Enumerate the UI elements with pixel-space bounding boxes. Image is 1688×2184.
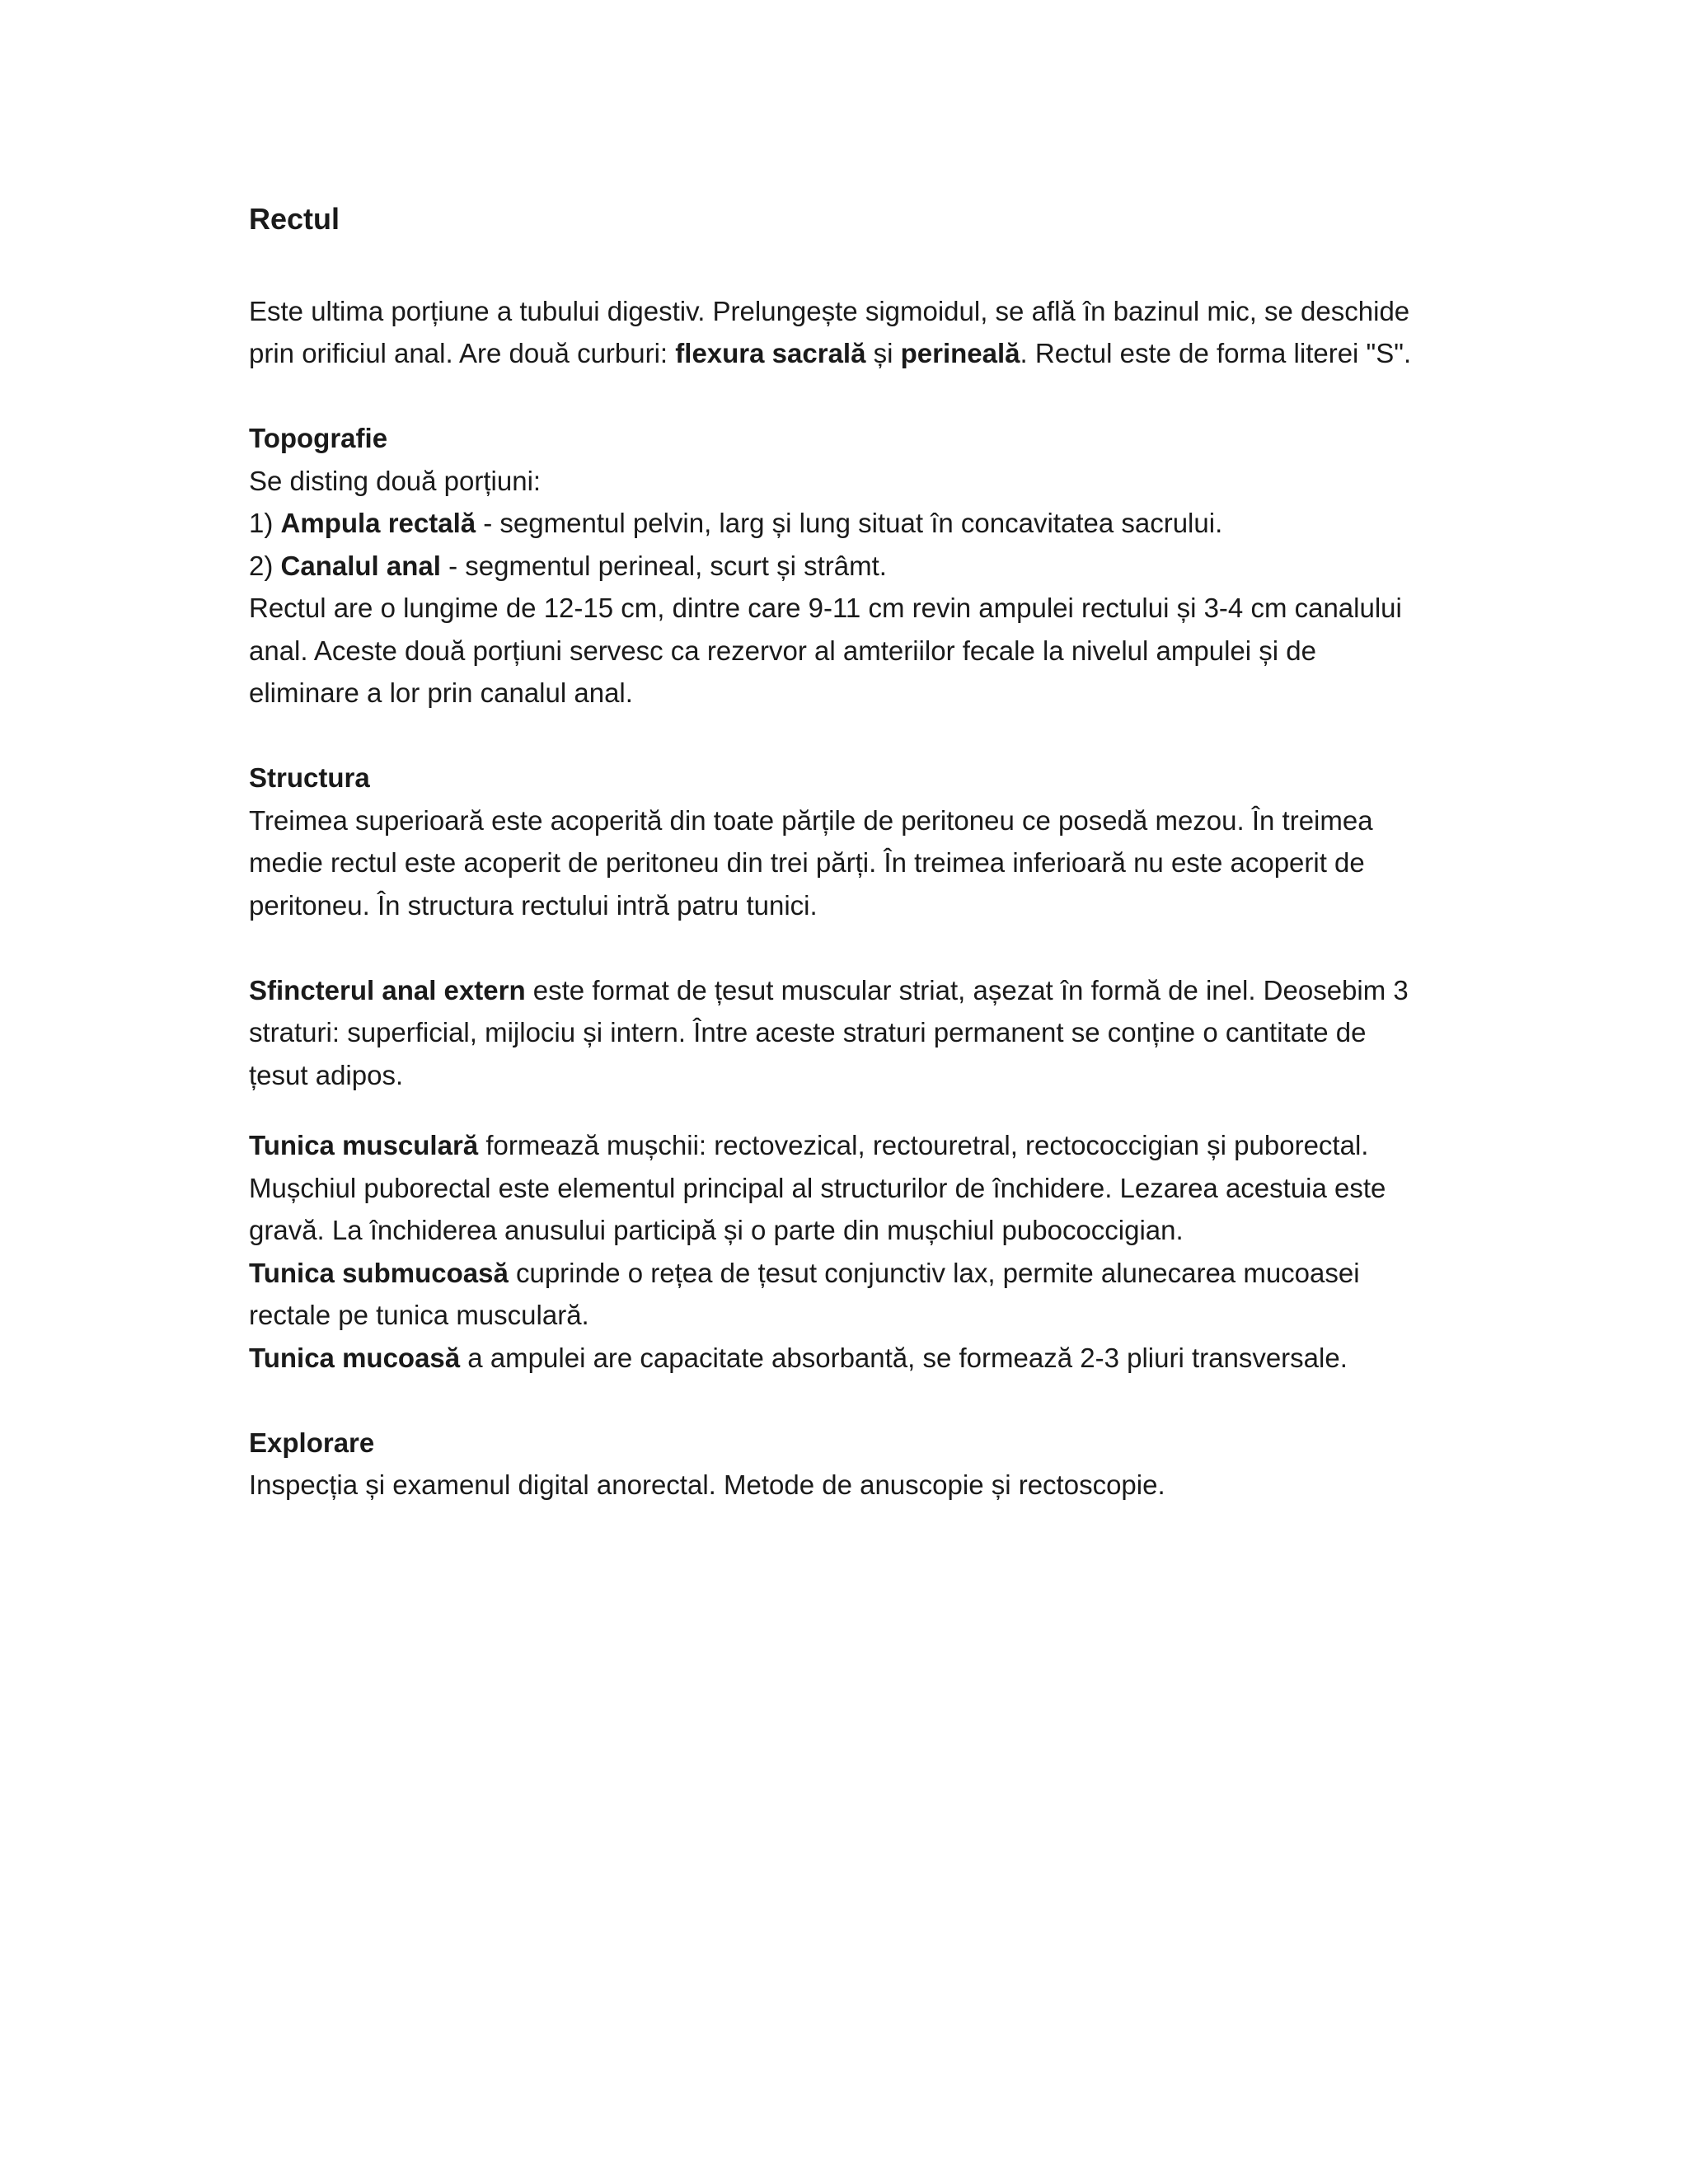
sfincter-text: este format de țesut muscular striat, așezat în formă de inel. Deosebim 3 — [525, 974, 1409, 1005]
intro-text: și — [865, 338, 901, 368]
structura-line-3: peritoneu. În structura rectului intră patru tunici. — [249, 889, 818, 921]
list-item-canal — [249, 545, 1461, 588]
list-text: - segmentul perineal, scurt și strâmt. — [440, 550, 887, 581]
structura-line-2: medie rectul este acoperit de peritoneu din trei părți. În treimea inferioară nu este acoperit de — [249, 847, 1365, 878]
intro-text: . Rectul este de forma literei "S". — [1020, 338, 1412, 368]
topografie-line-4: Rectul are o lungime de 12-15 cm, dintre care 9-11 cm revin ampulei rectului și 3-4 cm canalului — [249, 593, 1402, 623]
tunici-paragraph — [249, 1124, 1461, 1379]
section-heading-structura: Structura — [249, 762, 370, 793]
structura-line-1: Treimea superioară este acoperită din toate părțile de peritoneu ce posedă mezou. În treimea — [249, 804, 1373, 836]
topografie-section — [249, 417, 1461, 715]
section-heading-explorare: Explorare — [249, 1427, 375, 1458]
sfincter-paragraph — [249, 969, 1461, 1097]
document-body — [249, 191, 1461, 1549]
list-item-ampula — [249, 502, 1461, 545]
term-tunica-submucoasa: Tunica submucoasă — [249, 1257, 509, 1288]
document-title: Rectul — [249, 202, 340, 236]
term-perineala: perineală — [900, 338, 1020, 368]
explorare-line-1: Inspecția și examenul digital anorectal. Metode de anuscopie și rectoscopie. — [249, 1469, 1165, 1500]
explorare-section — [249, 1422, 1461, 1507]
tunica-text: formează mușchii: rectovezical, rectouretral, rectococcigian și puborectal. — [478, 1130, 1369, 1160]
tunica-submucoasa-line-1 — [249, 1252, 1461, 1295]
intro-paragraph — [249, 290, 1461, 375]
structura-section — [249, 757, 1461, 926]
term-tunica-musculara: Tunica musculară — [249, 1130, 479, 1160]
term-ampula-rectala: Ampula rectală — [280, 508, 476, 538]
sfincter-line-2: straturi: superficial, mijlociu și intern. Între aceste straturi permanent se conține o cantitate de — [249, 1017, 1367, 1047]
section-heading-topografie: Topografie — [249, 423, 388, 453]
list-number: 1) — [249, 508, 281, 538]
term-flexura-sacrala: flexura sacrală — [675, 338, 866, 368]
list-text: - segmentul pelvin, larg și lung situat în concavitatea sacrului. — [476, 508, 1223, 538]
term-tunica-mucoasa: Tunica mucoasă — [249, 1342, 461, 1373]
tunica-musculara-line-1 — [249, 1124, 1461, 1167]
tunica-text: cuprinde o rețea de țesut conjunctiv lax, permite alunecarea mucoasei — [508, 1257, 1360, 1288]
sfincter-line-1 — [249, 969, 1461, 1012]
tunica-mucoasa-line-1 — [249, 1337, 1461, 1380]
intro-text: prin orificiul anal. Are două curburi: — [249, 338, 676, 368]
sfincter-line-3: țesut adipos. — [249, 1059, 404, 1090]
intro-line-2 — [249, 332, 1461, 375]
term-canalul-anal: Canalul anal — [280, 550, 441, 581]
list-number: 2) — [249, 550, 281, 581]
topografie-line-5: anal. Aceste două porțiuni servesc ca rezervor al amteriilor fecale la nivelul ampulei și de — [249, 635, 1316, 666]
term-sfincterul-anal-extern: Sfincterul anal extern — [249, 974, 526, 1005]
tunica-text: a ampulei are capacitate absorbantă, se formează 2-3 pliuri transversale. — [460, 1342, 1348, 1373]
tunica-musculara-line-2: Mușchiul puborectal este elementul principal al structurilor de închidere. Lezarea acestuia este — [249, 1172, 1386, 1203]
tunica-musculara-line-3: gravă. La închiderea anusului participă și o parte din mușchiul pubococcigian. — [249, 1215, 1184, 1245]
topografie-line-6: eliminare a lor prin canalul anal. — [249, 677, 633, 708]
topografie-line-1: Se disting două porțiuni: — [249, 465, 542, 496]
intro-line-1: Este ultima porțiune a tubului digestiv. Prelungește sigmoidul, se află în bazinul mic, se deschide — [249, 295, 1410, 326]
tunica-submucoasa-line-2: rectale pe tunica musculară. — [249, 1300, 589, 1330]
